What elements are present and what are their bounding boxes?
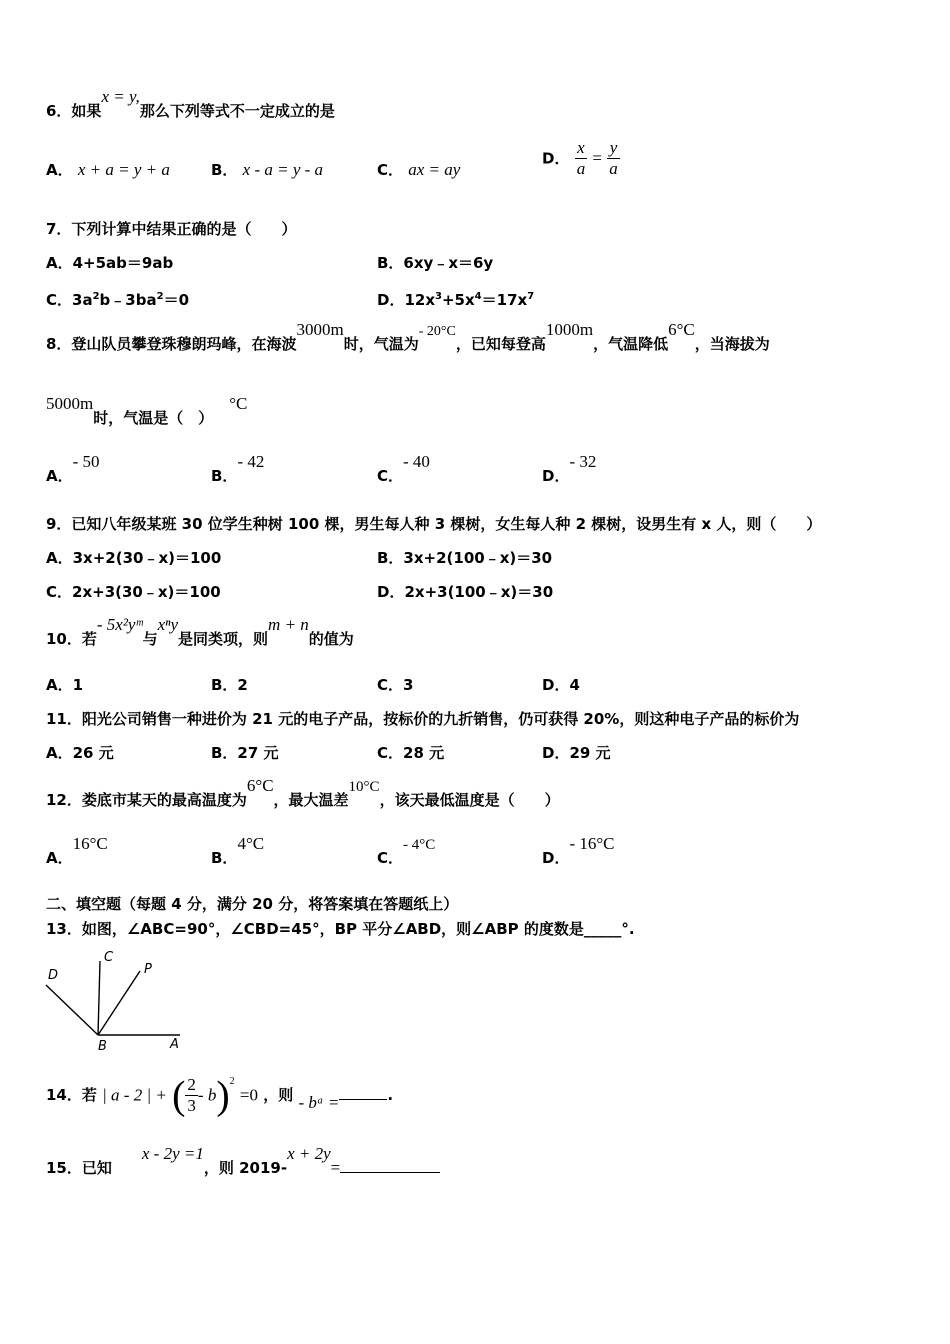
q12-option-c[interactable]: C．- 4°C	[377, 837, 436, 867]
question-6-stem: 6．如果x = y,那么下列等式不一定成立的是	[46, 87, 335, 120]
q12-option-b[interactable]: B．4°C	[211, 834, 265, 867]
q12-option-a[interactable]: A．16°C	[46, 834, 108, 867]
question-9-stem: 9．已知八年级某班 30 位学生种树 100 棵，男生每人种 3 棵树，女生每人种 2 棵树，设男生有 x 人，则（ ）	[46, 515, 822, 533]
question-14-stem: 14．若 | a - 2 | + ( $\frac{2}{3}$ - b)$^2$ =0 ，则 - bᵃ = .	[46, 1072, 394, 1118]
q10-option-a[interactable]: A．1	[46, 676, 84, 694]
q11-option-c[interactable]: C．28 元	[377, 744, 445, 762]
label-p: P	[144, 962, 152, 977]
q7-option-b[interactable]: B．6xy﹣x＝6y	[377, 254, 494, 272]
question-8-stem-line2: 5000m时，气温是（ ）°C	[46, 394, 248, 427]
q6-option-d[interactable]: D． $\frac{x}{a}$ = $\frac{y}{a}$	[542, 138, 618, 178]
angle-figure	[40, 945, 200, 1055]
question-15-stem: 15．已知x - 2y =1，则 2019-x + 2y=	[46, 1158, 440, 1178]
question-10-stem: 10．若- 5x²yᵐ与xⁿy是同类项，则m + n的值为	[46, 615, 354, 648]
label-c: C	[104, 950, 114, 965]
label-b: B	[98, 1039, 107, 1054]
q8-option-b[interactable]: B．- 42	[211, 452, 265, 485]
q11-option-b[interactable]: B．27 元	[211, 744, 279, 762]
q15-answer-blank[interactable]	[340, 1172, 440, 1173]
fraction-x-over-a: $\frac{x}{a}$	[576, 138, 586, 178]
question-13-stem: 13．如图，∠ABC=90°，∠CBD=45°，BP 平分∠ABD，则∠ABP 的度数是_____°.	[46, 920, 635, 938]
q6-option-c[interactable]: C． ax = ay	[377, 160, 461, 179]
q9-option-c[interactable]: C．2x+3(30﹣x)＝100	[46, 583, 221, 601]
q9-option-b[interactable]: B．3x+2(100﹣x)＝30	[377, 549, 553, 567]
label-d: D	[48, 968, 59, 983]
q7-option-c[interactable]: C．$3a^2b﹣3ba^2=0$	[46, 291, 189, 309]
q9-option-a[interactable]: A．3x+2(30﹣x)＝100	[46, 549, 222, 567]
q9-option-d[interactable]: D．2x+3(100﹣x)＝30	[377, 583, 554, 601]
q6-option-a[interactable]: A． x + a = y + a	[46, 160, 170, 179]
q11-option-a[interactable]: A．26 元	[46, 744, 114, 762]
fraction-y-over-a: $\frac{y}{a}$	[609, 138, 618, 178]
q8-option-c[interactable]: C．- 40	[377, 452, 430, 485]
q10-option-d[interactable]: D．4	[542, 676, 580, 694]
section-2-heading: 二、填空题（每题 4 分，满分 20 分，将答案填在答题纸上）	[46, 895, 459, 913]
q8-option-a[interactable]: A．- 50	[46, 452, 100, 485]
q7-option-d[interactable]: D．$12x^3+5x^4=17x^7$	[377, 291, 535, 309]
question-8-stem-line1: 8．登山队员攀登珠穆朗玛峰，在海波3000m时，气温为- 20°C，已知每登高1000m，气温降低6°C，当海拔为	[46, 320, 770, 353]
question-12-stem: 12．娄底市某天的最高温度为6°C，最大温差10°C，该天最低温度是（ ）	[46, 776, 560, 809]
q7-option-a[interactable]: A．4+5ab＝9ab	[46, 254, 174, 272]
q12-option-d[interactable]: D．- 16°C	[542, 834, 615, 867]
q10-option-b[interactable]: B．2	[211, 676, 248, 694]
q11-option-d[interactable]: D．29 元	[542, 744, 611, 762]
question-11-stem: 11．阳光公司销售一种进价为 21 元的电子产品，按标价的九折销售，仍可获得 20%，则这种电子产品的标价为	[46, 710, 800, 728]
q14-answer-blank[interactable]	[339, 1099, 387, 1100]
q8-option-d[interactable]: D．- 32	[542, 452, 597, 485]
label-a: A	[170, 1037, 179, 1052]
q6-option-b[interactable]: B． x - a = y - a	[211, 160, 324, 179]
q10-option-c[interactable]: C．3	[377, 676, 414, 694]
question-7-stem: 7．下列计算中结果正确的是（ ）	[46, 220, 297, 238]
fraction-two-thirds: $\frac{2}{3}$	[187, 1075, 196, 1115]
